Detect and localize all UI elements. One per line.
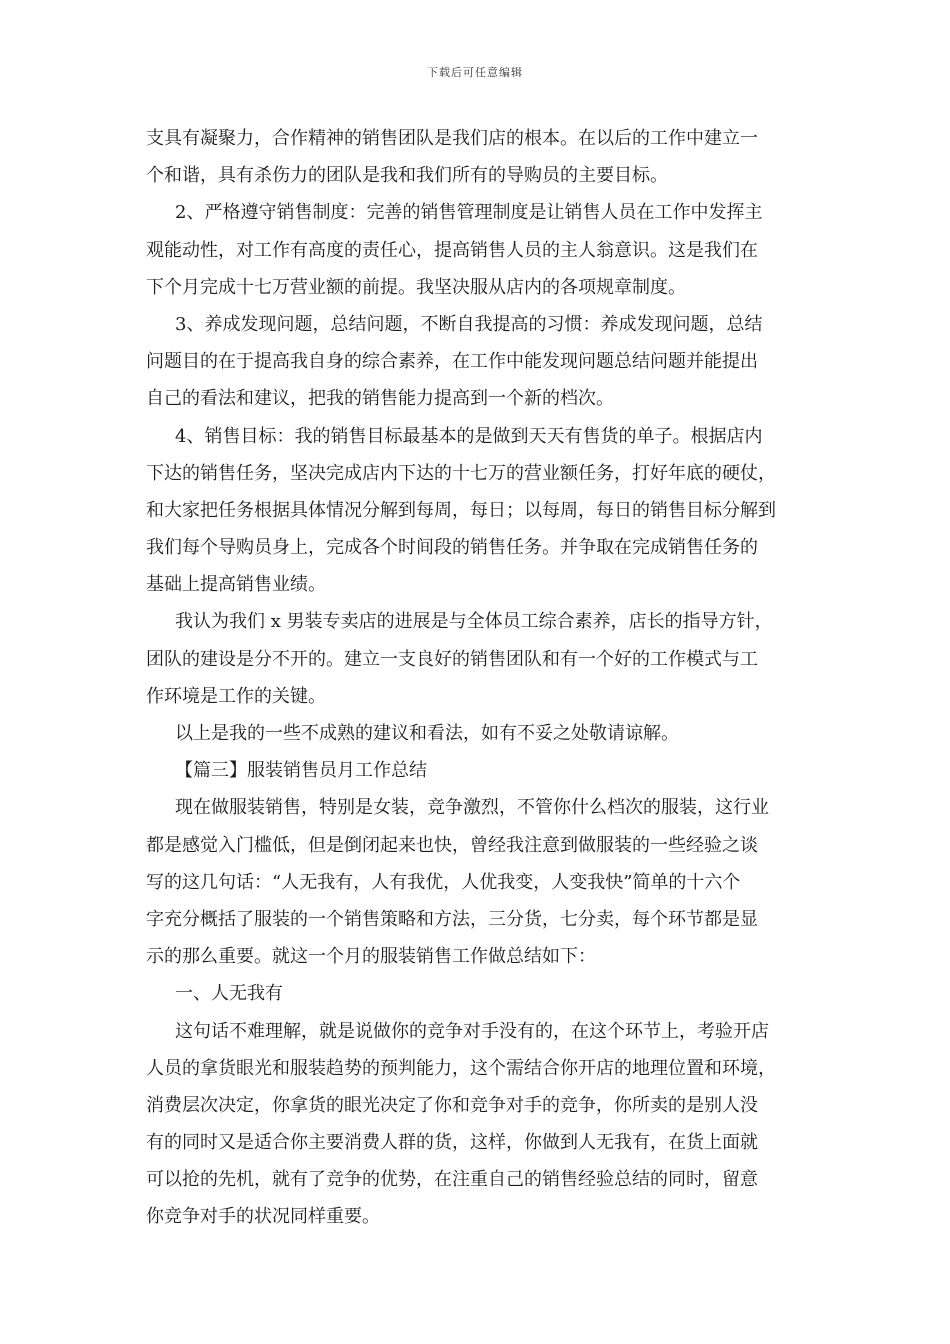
text-line: 你竞争对手的状况同样重要。 (146, 1206, 380, 1228)
text-line: 这句话不难理解，就是说做你的竞争对手没有的，在这个环节上，考验开店 (175, 1020, 769, 1042)
document-body (146, 120, 806, 1236)
text-line: 3、养成发现问题，总结问题，不断自我提高的习惯：养成发现问题，总结 (175, 313, 763, 335)
text-line: 一、人无我有 (175, 983, 283, 1005)
text-line: 消费层次决定，你拿货的眼光决定了你和竞争对手的竞争，你所卖的是别人没 (146, 1094, 758, 1116)
text-line: 下达的销售任务，坚决完成店内下达的十七万的营业额任务，打好年底的硬仗， (146, 462, 776, 484)
text-line: 人员的拿货眼光和服装趋势的预判能力，这个需结合你开店的地理位置和环境， (146, 1057, 776, 1079)
text-line: 自己的看法和建议，把我的销售能力提高到一个新的档次。 (146, 388, 614, 410)
text-line: 个和谐，具有杀伤力的团队是我和我们所有的导购员的主要目标。 (146, 165, 668, 187)
text-line: 我认为我们 x 男装专卖店的进展是与全体员工综合素养，店长的指导方针， (175, 611, 773, 633)
text-line: 2、严格遵守销售制度：完善的销售管理制度是让销售人员在工作中发挥主 (175, 202, 763, 224)
text-line: 有的同时又是适合你主要消费人群的货，这样，你做到人无我有，在货上面就 (146, 1132, 758, 1154)
text-line: 字充分概括了服装的一个销售策略和方法，三分货，七分卖，每个环节都是显 (146, 908, 758, 930)
text-line: 问题目的在于提高我自身的综合素养，在工作中能发现问题总结问题并能提出 (146, 351, 758, 373)
text-line: 观能动性，对工作有高度的责任心，提高销售人员的主人翁意识。这是我们在 (146, 239, 758, 261)
text-line: 可以抢的先机，就有了竞争的优势，在注重自己的销售经验总结的同时，留意 (146, 1169, 758, 1191)
text-line: 示的那么重要。就这一个月的服装销售工作做总结如下： (146, 946, 596, 968)
text-line: 基础上提高销售业绩。 (146, 574, 326, 596)
page-header: 下载后可任意编辑 (427, 66, 523, 79)
text-line: 【篇三】服装销售员月工作总结 (175, 760, 427, 782)
text-line: 作环境是工作的关键。 (146, 685, 326, 707)
text-line: 我们每个导购员身上，完成各个时间段的销售任务。并争取在完成销售任务的 (146, 537, 758, 559)
text-line: 以上是我的一些不成熟的建议和看法，如有不妥之处敬请谅解。 (175, 723, 679, 744)
text-line: 都是感觉入门槛低，但是倒闭起来也快，曾经我注意到做服装的一些经验之谈 (146, 834, 758, 856)
text-line: 4、销售目标：我的销售目标最基本的是做到天天有售货的单子。根据店内 (175, 425, 763, 447)
text-line: 团队的建设是分不开的。建立一支良好的销售团队和有一个好的工作模式与工 (146, 648, 758, 670)
text-line: 和大家把任务根据具体情况分解到每周，每日；以每周，每日的销售目标分解到 (146, 499, 776, 521)
text-line: 现在做服装销售，特别是女装，竞争激烈，不管你什么档次的服装，这行业 (175, 797, 769, 819)
text-line: 支具有凝聚力，合作精神的销售团队是我们店的根本。在以后的工作中建立一 (146, 128, 758, 149)
text-line: 下个月完成十七万营业额的前提。我坚决服从店内的各项规章制度。 (146, 276, 686, 298)
text-line: 写的这几句话：“人无我有，人有我优，人优我变，人变我快”简单的十六个 (146, 871, 741, 893)
